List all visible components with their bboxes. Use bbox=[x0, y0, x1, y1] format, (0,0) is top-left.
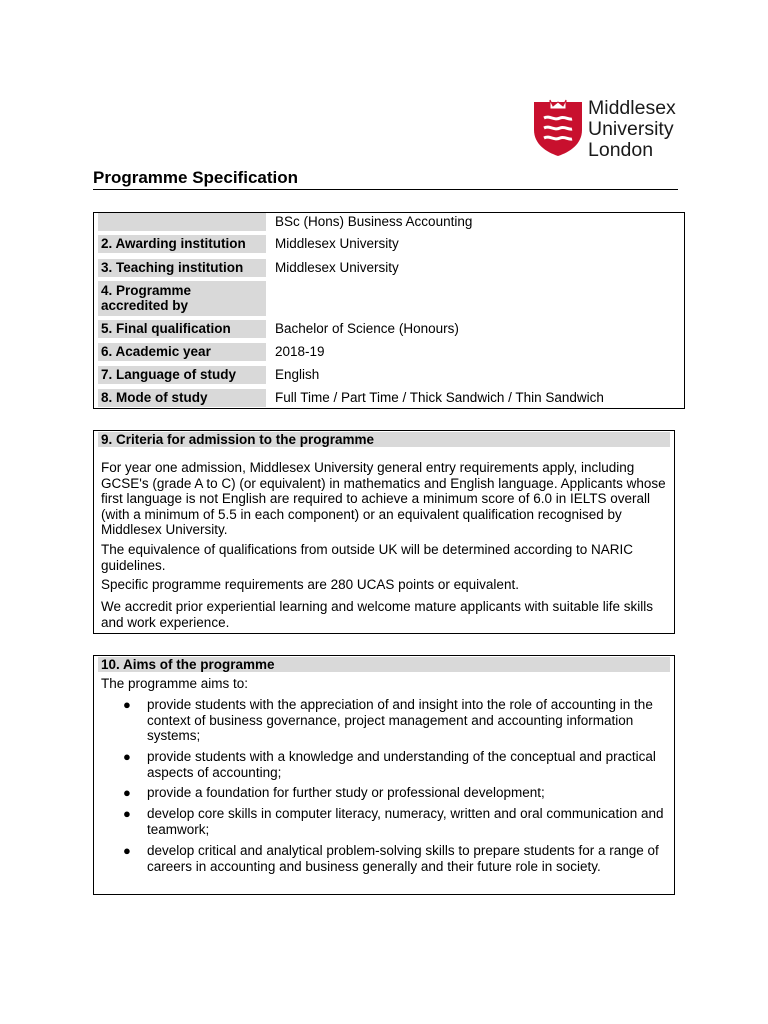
bullet-icon: ● bbox=[123, 843, 131, 858]
logo-line-1: Middlesex bbox=[588, 97, 676, 119]
bullet-icon: ● bbox=[123, 749, 131, 764]
title-divider bbox=[93, 189, 678, 190]
info-label: 5. Final qualification bbox=[98, 320, 266, 338]
info-label: 3. Teaching institution bbox=[98, 259, 266, 277]
page-title: Programme Specification bbox=[93, 168, 299, 187]
section-paragraph: Specific programme requirements are 280 UCAS points or equivalent. bbox=[101, 577, 519, 592]
info-value: Middlesex University bbox=[275, 236, 399, 251]
list-item: provide students with the appreciation of and insight into the role of accounting in the context of business governance, project management and accounting information systems; bbox=[147, 697, 653, 743]
list-item: develop critical and analytical problem-solving skills to prepare students for a range of careers in accounting and business generally and their future role in society. bbox=[147, 843, 659, 874]
shield-crest-icon bbox=[532, 98, 584, 158]
section-heading: 9. Criteria for admission to the programme bbox=[98, 432, 670, 447]
info-label: 7. Language of study bbox=[98, 366, 266, 384]
info-label bbox=[98, 213, 266, 231]
info-label: 2. Awarding institution bbox=[98, 235, 266, 253]
list-item: develop core skills in computer literacy, numeracy, written and oral communication and teamwork; bbox=[147, 806, 664, 837]
bullet-icon: ● bbox=[123, 697, 131, 712]
info-label: 4. Programme accredited by bbox=[98, 281, 218, 316]
aims-intro: The programme aims to: bbox=[101, 676, 249, 691]
info-value: BSc (Hons) Business Accounting bbox=[275, 214, 473, 229]
bullet-icon: ● bbox=[123, 785, 131, 800]
logo-line-3: London bbox=[588, 139, 654, 161]
info-value: English bbox=[275, 367, 320, 382]
info-value: Full Time / Part Time / Thick Sandwich / Thin Sandwich bbox=[275, 390, 604, 405]
info-value: 2018-19 bbox=[275, 344, 325, 359]
list-item: provide a foundation for further study or professional development; bbox=[147, 785, 545, 800]
university-logo bbox=[532, 98, 692, 160]
section-heading: 10. Aims of the programme bbox=[98, 657, 670, 672]
logo-line-2: University bbox=[588, 118, 674, 140]
info-value: Middlesex University bbox=[275, 260, 399, 275]
info-label-fill bbox=[218, 281, 266, 316]
bullet-icon: ● bbox=[123, 806, 131, 821]
admission-criteria-section bbox=[93, 430, 675, 634]
section-paragraph: We accredit prior experiential learning and welcome mature applicants with suitable life skills and work experience. bbox=[101, 599, 654, 630]
list-item: provide students with a knowledge and understanding of the conceptual and practical aspects of accounting; bbox=[147, 749, 656, 780]
info-label: 6. Academic year bbox=[98, 343, 266, 361]
programme-aims-section bbox=[93, 655, 675, 895]
info-value: Bachelor of Science (Honours) bbox=[275, 321, 459, 336]
programme-info-table bbox=[93, 212, 685, 409]
section-paragraph: The equivalence of qualifications from outside UK will be determined according to NARIC guidelines. bbox=[101, 542, 634, 573]
info-label: 8. Mode of study bbox=[98, 389, 266, 407]
section-paragraph: For year one admission, Middlesex University general entry requirements apply, including GCSE's (grade A to C) (or equivalent) in mathematics and English language. Applicants whose first language is not English are required to achieve a minimum score of 6.0 in IELTS overall (with a minimum of 5.5 in each component) or an equivalent qualification recognised by Middlesex University. bbox=[101, 460, 666, 537]
